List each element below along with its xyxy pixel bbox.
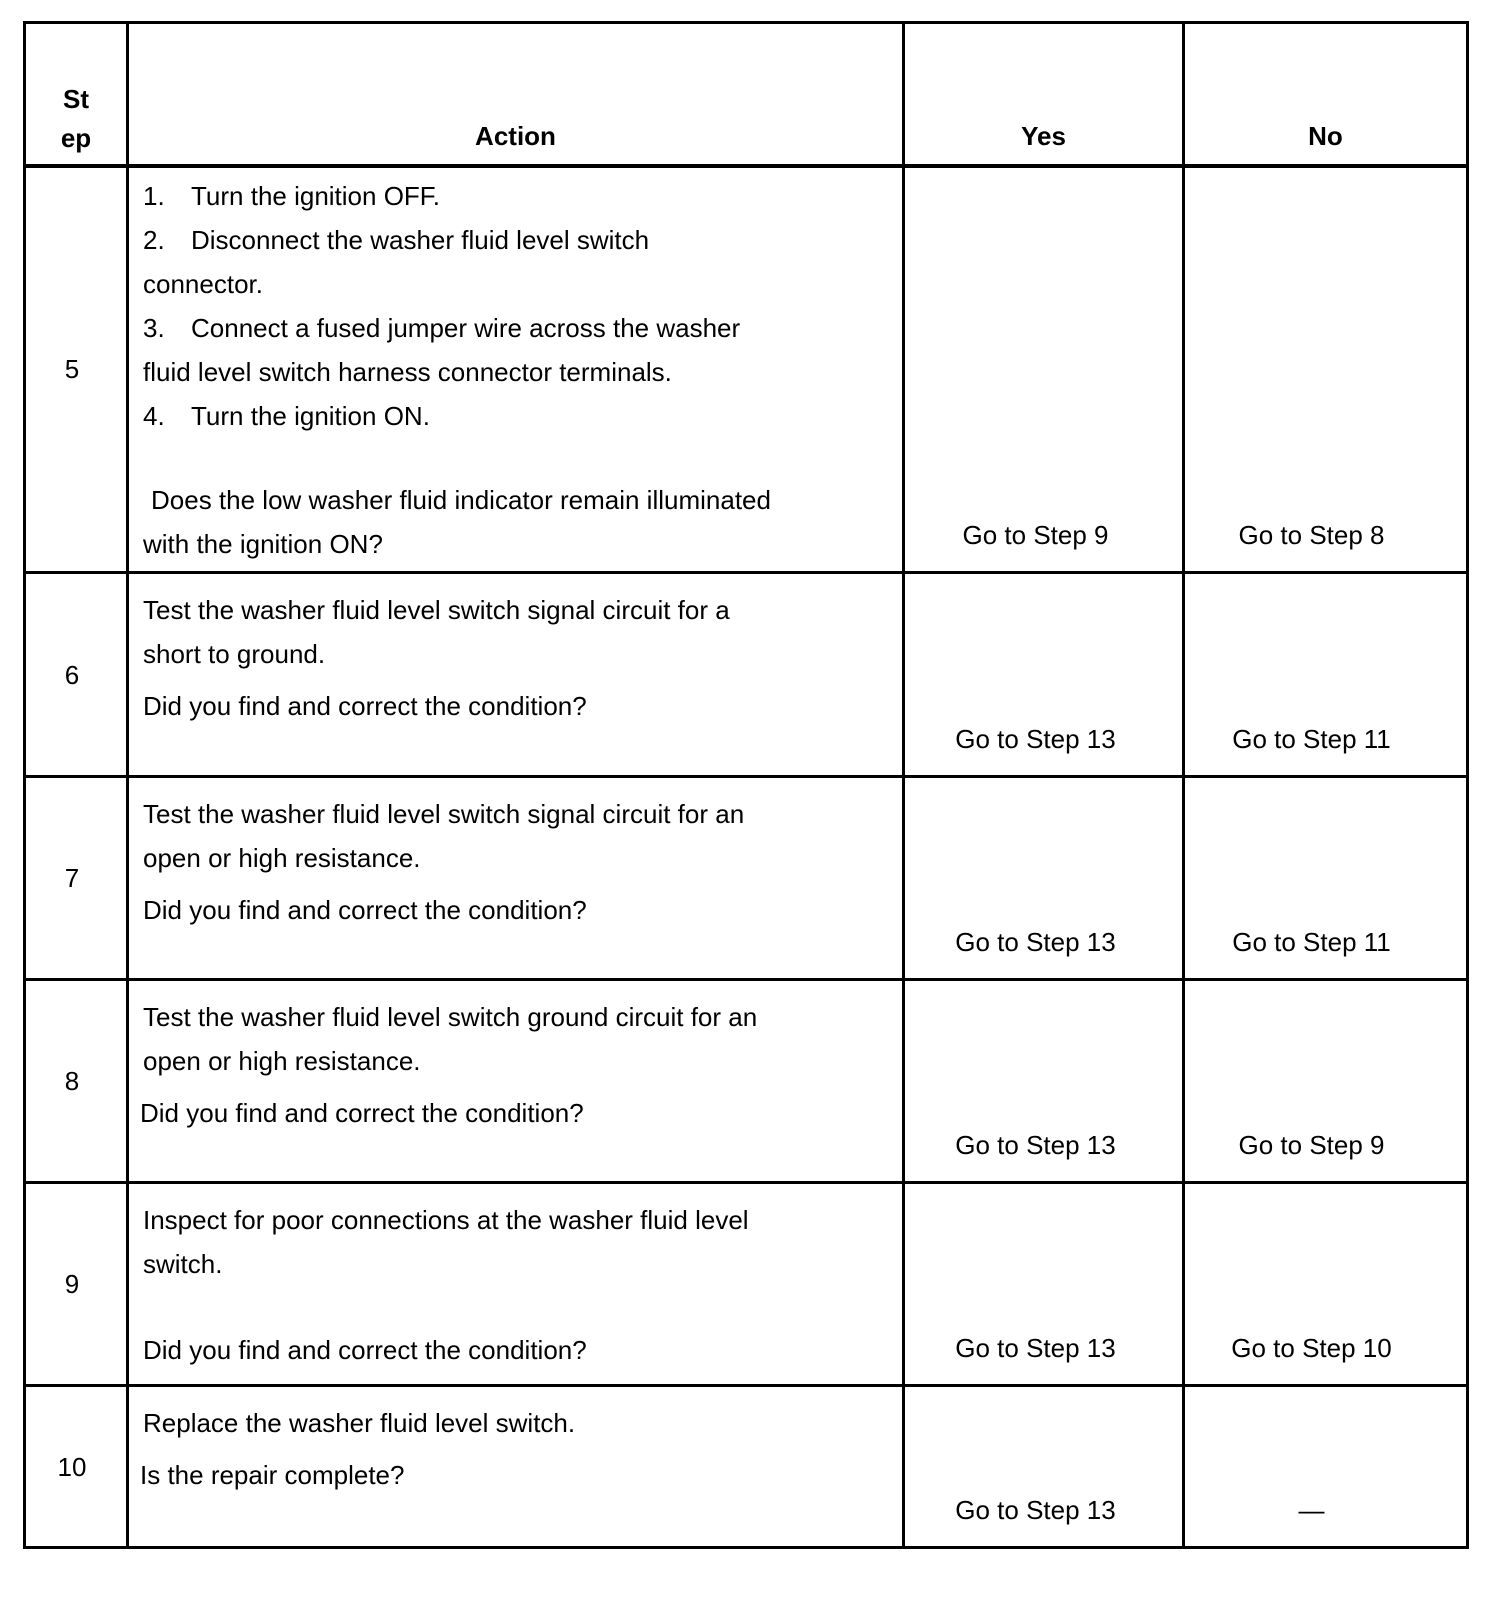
action-text: short to ground. bbox=[143, 639, 326, 669]
question-text: Did you find and correct the condition? bbox=[140, 1098, 584, 1128]
list-text: Turn the ignition OFF. bbox=[191, 180, 441, 211]
action-cell bbox=[128, 573, 904, 777]
step-number: 9 bbox=[25, 1183, 128, 1386]
action-cell bbox=[128, 980, 904, 1183]
no-cell: Go to Step 11 bbox=[1184, 573, 1468, 777]
no-cell: — bbox=[1184, 1386, 1468, 1548]
action-text: switch. bbox=[143, 1249, 223, 1279]
list-number: 3. bbox=[143, 312, 165, 343]
no-cell: Go to Step 9 bbox=[1184, 980, 1468, 1183]
step-number: 10 bbox=[25, 1386, 128, 1548]
question-text: Is the repair complete? bbox=[140, 1460, 405, 1490]
header-action: Action bbox=[128, 23, 904, 166]
action-text: open or high resistance. bbox=[143, 843, 421, 873]
action-text: Test the washer fluid level switch ground circuit for an bbox=[143, 1002, 758, 1032]
list-number: 4. bbox=[143, 400, 165, 431]
yes-cell: Go to Step 13 bbox=[904, 1386, 1184, 1548]
diagnostic-table bbox=[23, 21, 1469, 1549]
header-row bbox=[25, 23, 1468, 166]
question-text: Did you find and correct the condition? bbox=[143, 1335, 587, 1365]
list-number: 2. bbox=[143, 224, 165, 255]
list-number: 1. bbox=[143, 180, 165, 211]
action-cell bbox=[128, 1386, 904, 1548]
question-text: Does the low washer fluid indicator remain illuminated bbox=[151, 484, 771, 515]
question-text: Did you find and correct the condition? bbox=[143, 895, 587, 925]
table-row-step-8 bbox=[25, 980, 1468, 1183]
header-yes: Yes bbox=[904, 23, 1184, 166]
header-no: No bbox=[1184, 23, 1468, 166]
list-item bbox=[143, 306, 890, 350]
yes-cell: Go to Step 13 bbox=[904, 980, 1184, 1183]
question-text: with the ignition ON? bbox=[143, 528, 383, 559]
action-text: Test the washer fluid level switch signal circuit for a bbox=[143, 595, 730, 625]
list-item bbox=[143, 262, 890, 306]
action-text: Replace the washer fluid level switch. bbox=[143, 1408, 576, 1438]
yes-cell: Go to Step 13 bbox=[904, 573, 1184, 777]
table-row-step-5 bbox=[25, 166, 1468, 573]
list-item bbox=[143, 174, 890, 218]
step-number: 5 bbox=[25, 166, 128, 573]
no-cell: Go to Step 8 bbox=[1184, 166, 1468, 573]
header-step bbox=[25, 23, 128, 166]
table-row-step-7 bbox=[25, 777, 1468, 980]
no-cell: Go to Step 11 bbox=[1184, 777, 1468, 980]
header-step-line2: ep bbox=[60, 122, 92, 153]
list-text: Turn the ignition ON. bbox=[191, 400, 430, 431]
table-row-step-9 bbox=[25, 1183, 1468, 1386]
action-text: open or high resistance. bbox=[143, 1046, 421, 1076]
step-number: 7 bbox=[25, 777, 128, 980]
list-text: Disconnect the washer fluid level switch bbox=[191, 224, 650, 255]
header-step-line1: St bbox=[63, 83, 89, 114]
yes-cell: Go to Step 13 bbox=[904, 1183, 1184, 1386]
list-text: Connect a fused jumper wire across the washer bbox=[191, 312, 741, 343]
question-text: Did you find and correct the condition? bbox=[143, 691, 587, 721]
table-row-step-6 bbox=[25, 573, 1468, 777]
yes-cell: Go to Step 13 bbox=[904, 777, 1184, 980]
action-text: Inspect for poor connections at the washer fluid level bbox=[143, 1205, 749, 1235]
list-item bbox=[143, 350, 890, 394]
list-text: connector. bbox=[143, 268, 263, 299]
action-cell bbox=[128, 777, 904, 980]
list-item bbox=[143, 218, 890, 262]
table-row-step-10 bbox=[25, 1386, 1468, 1548]
step-number: 8 bbox=[25, 980, 128, 1183]
step-number: 6 bbox=[25, 573, 128, 777]
diagnostic-table-container bbox=[23, 21, 1469, 1549]
action-cell bbox=[128, 1183, 904, 1386]
yes-cell: Go to Step 9 bbox=[904, 166, 1184, 573]
no-cell: Go to Step 10 bbox=[1184, 1183, 1468, 1386]
list-text: fluid level switch harness connector terminals. bbox=[143, 356, 672, 387]
action-cell bbox=[128, 166, 904, 573]
action-text: Test the washer fluid level switch signal circuit for an bbox=[143, 799, 745, 829]
list-item bbox=[143, 394, 890, 438]
